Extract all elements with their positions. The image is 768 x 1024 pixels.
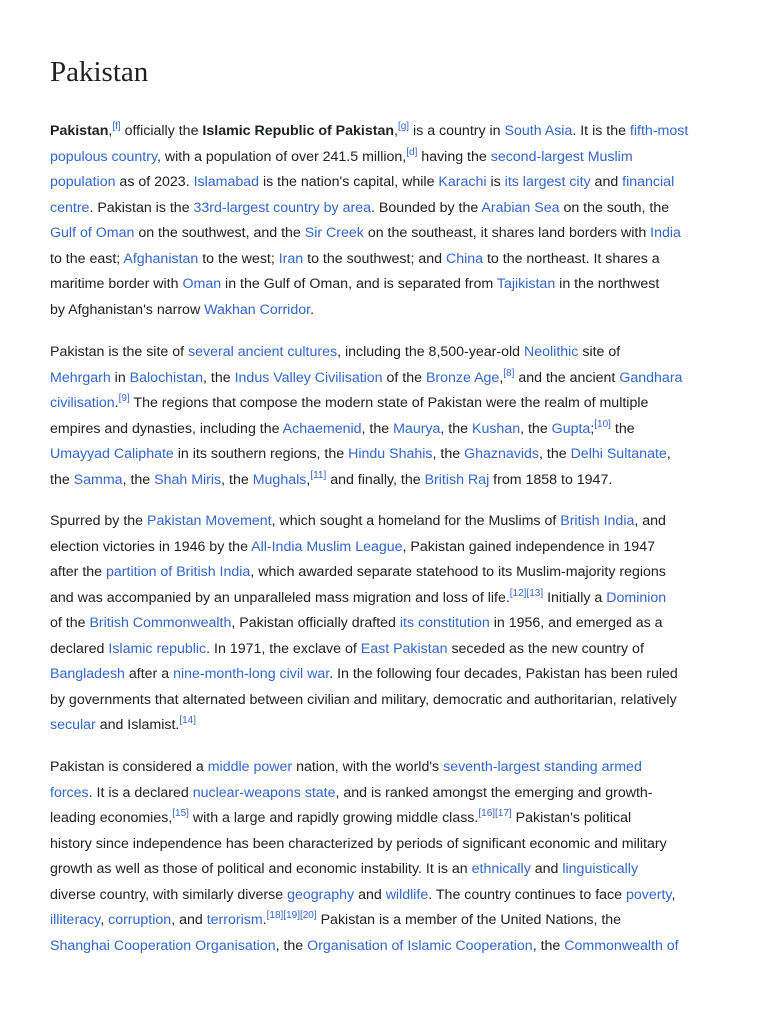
wiki-link[interactable]: populous country — [50, 148, 158, 165]
text-line — [50, 637, 718, 663]
text-run: on the southwest, and the — [134, 225, 305, 241]
text-run: history since independence has been characterized by periods of significant economic and military — [50, 835, 667, 852]
wiki-link[interactable]: Delhi Sultanate — [570, 446, 667, 462]
text-run: , the — [520, 420, 552, 437]
wiki-link[interactable]: Shanghai Cooperation Organisation — [50, 937, 276, 954]
text-line — [50, 442, 718, 468]
text-run: after a — [124, 666, 174, 682]
wiki-link[interactable]: Tajikistan — [496, 276, 556, 292]
wiki-link[interactable]: seventh-largest standing armed — [443, 759, 642, 775]
text-run: , — [671, 886, 676, 903]
wiki-link[interactable]: British India — [560, 513, 635, 529]
text-run: maritime border with — [50, 276, 183, 292]
intro-paragraph-1 — [50, 119, 718, 323]
text-line — [50, 298, 718, 324]
text-run: , the — [440, 420, 472, 437]
text-line — [50, 366, 718, 392]
wiki-link[interactable]: wildlife — [385, 886, 429, 903]
text-line — [50, 857, 718, 883]
wiki-link[interactable]: Achaemenid — [282, 420, 362, 437]
text-line — [50, 781, 718, 807]
text-run: is the nation's capital, while — [259, 174, 439, 190]
text-run: Initially a — [543, 589, 607, 606]
wiki-link[interactable]: Ghaznavids — [464, 446, 539, 462]
citation-link[interactable]: [14] — [179, 715, 197, 726]
text-run: , — [100, 912, 109, 928]
text-line — [50, 391, 718, 417]
text-run: Pakistan is a member of the United Nations, the — [316, 912, 622, 928]
text-line — [50, 468, 718, 494]
text-run: , Pakistan officially drafted — [231, 615, 400, 631]
wiki-link[interactable]: South Asia — [504, 123, 573, 139]
text-line — [50, 883, 718, 909]
text-line — [50, 611, 718, 637]
text-run: , — [108, 123, 113, 139]
citation-link[interactable]: [g] — [397, 121, 410, 132]
text-line — [50, 417, 718, 443]
text-run: , the — [221, 471, 253, 488]
text-line — [50, 806, 718, 832]
text-run: , the — [539, 446, 571, 462]
wiki-link[interactable]: Indus Valley Civilisation — [234, 369, 383, 386]
wiki-link[interactable]: financial — [622, 174, 675, 190]
wiki-link[interactable]: corruption — [108, 912, 172, 928]
wiki-link[interactable]: 33rd-largest country by area — [193, 199, 371, 216]
intro-paragraph-3 — [50, 509, 718, 739]
text-run: the — [610, 420, 635, 437]
text-run: Spurred by the — [50, 513, 148, 529]
text-run: growth as well as those of political and economic instability. It is an — [50, 861, 472, 877]
text-line — [50, 196, 718, 222]
wiki-link[interactable]: second-largest Muslim — [490, 148, 633, 165]
intro-paragraph-4 — [50, 755, 718, 959]
text-run: , the — [275, 937, 308, 954]
text-run: . The country continues to face — [428, 886, 626, 903]
text-line — [50, 832, 718, 858]
citation-link[interactable]: [8] — [503, 367, 515, 379]
wiki-link[interactable]: Sir Creek — [304, 225, 364, 241]
wiki-link[interactable]: Mughals — [252, 471, 307, 488]
text-run: in the northwest — [555, 276, 660, 292]
wiki-link[interactable]: Gupta — [551, 420, 591, 437]
text-run: and — [530, 861, 563, 877]
wiki-link[interactable]: Commonwealth of — [564, 937, 679, 954]
text-line — [50, 755, 718, 781]
text-run: by Afghanistan's narrow — [50, 301, 205, 318]
text-line — [50, 535, 718, 561]
wiki-link[interactable]: nuclear-weapons state — [192, 784, 336, 801]
wiki-link[interactable]: several ancient cultures — [188, 344, 338, 360]
text-run: , and — [634, 513, 666, 529]
text-run: of the — [50, 615, 90, 631]
wiki-link[interactable]: terrorism — [206, 912, 263, 928]
text-run: . — [262, 912, 267, 928]
wiki-link[interactable]: secular — [50, 717, 96, 733]
wiki-link[interactable]: Gandhara — [619, 369, 683, 386]
wiki-link[interactable]: Shah Miris — [154, 471, 222, 488]
text-run: the — [50, 471, 74, 488]
text-run: on the southeast, it shares land borders with — [363, 225, 651, 241]
text-line — [50, 247, 718, 273]
text-run: as of 2023. — [115, 174, 194, 190]
text-run: . Pakistan is the — [89, 199, 194, 216]
wiki-link[interactable]: civilisation — [50, 395, 115, 411]
citation-link[interactable]: [11] — [310, 469, 327, 481]
wiki-link[interactable]: Afghanistan — [123, 250, 199, 267]
bold-term: Pakistan — [50, 123, 109, 139]
wiki-link[interactable]: Kushan — [471, 420, 521, 437]
text-run: from 1858 to 1947. — [489, 471, 613, 488]
text-run: after the — [50, 564, 106, 580]
citation-link[interactable]: [12][13] — [509, 587, 544, 599]
text-run: , and is ranked amongst the emerging and growth- — [335, 784, 653, 801]
text-line — [50, 908, 718, 934]
citation-link[interactable]: [16][17] — [478, 808, 512, 819]
wiki-link[interactable]: fifth-most — [629, 123, 689, 139]
wiki-link[interactable]: Gulf of Oman — [50, 225, 135, 241]
text-run: , with a population of over 241.5 million, — [157, 148, 407, 165]
text-line — [50, 340, 718, 366]
text-run: on the south, the — [559, 199, 670, 216]
wiki-link[interactable]: middle power — [207, 759, 293, 775]
wiki-link[interactable]: Dominion — [606, 589, 667, 606]
text-run: and — [354, 886, 386, 903]
text-line — [50, 688, 718, 714]
text-run: leading economies, — [50, 810, 173, 826]
wiki-link[interactable]: forces — [50, 784, 89, 801]
wiki-link[interactable]: Oman — [182, 276, 222, 292]
wiki-link[interactable]: partition of British India — [106, 564, 251, 580]
citation-link[interactable]: [9] — [118, 393, 130, 404]
text-run: , the — [361, 420, 394, 437]
text-run: site of — [578, 344, 621, 360]
text-run: and was accompanied by an unparalleled mass migration and loss of life. — [50, 589, 510, 606]
intro-paragraph-2 — [50, 340, 718, 493]
text-line — [50, 934, 718, 960]
text-run: Pakistan is the site of — [50, 344, 189, 360]
citation-link[interactable]: [d] — [406, 146, 418, 158]
text-run: , the — [532, 937, 565, 954]
text-run: in the Gulf of Oman, and is separated from — [221, 276, 497, 292]
text-run: officially the — [120, 123, 203, 139]
text-line — [50, 713, 718, 739]
wiki-link[interactable]: ethnically — [471, 861, 531, 877]
text-run: to the northeast. It shares a — [483, 250, 660, 267]
text-run: . It is a declared — [88, 784, 193, 801]
wiki-link[interactable]: Wakhan Corridor — [204, 301, 311, 318]
text-run: . — [114, 395, 119, 411]
wiki-link[interactable]: China — [445, 250, 484, 267]
text-run: , which awarded separate statehood to its Muslim-majority regions — [250, 564, 666, 580]
text-run: is — [486, 174, 505, 190]
text-run: , which sought a homeland for the Muslims of — [271, 513, 561, 529]
wiki-link[interactable]: All-India Muslim League — [251, 538, 403, 555]
citation-link[interactable]: [15] — [172, 808, 189, 819]
text-run: , — [394, 123, 398, 139]
wiki-link[interactable]: Umayyad Caliphate — [50, 446, 174, 462]
text-line — [50, 509, 718, 535]
text-run: , the — [432, 446, 465, 462]
text-line — [50, 221, 718, 247]
wiki-link[interactable]: linguistically — [562, 861, 639, 877]
wiki-link[interactable]: British Commonwealth — [89, 615, 232, 631]
text-run: Pakistan is considered a — [50, 759, 208, 775]
text-run: in 1956, and emerged as a — [489, 615, 663, 631]
text-run: seceded as the new country of — [447, 640, 644, 657]
text-run: of the — [382, 369, 426, 386]
wiki-link[interactable]: Islamabad — [193, 174, 260, 190]
text-line — [50, 170, 718, 196]
wiki-link[interactable]: Karachi — [438, 174, 487, 190]
text-run: to the southwest; and — [303, 250, 446, 267]
text-run: having the — [417, 148, 491, 165]
page-title: Pakistan — [50, 56, 149, 88]
text-run: is a country in — [409, 123, 505, 139]
wiki-link[interactable]: geography — [287, 886, 355, 903]
wiki-link[interactable]: Mehrgarh — [50, 369, 111, 386]
text-run: , — [666, 446, 671, 462]
text-run: , — [306, 471, 311, 488]
text-run: empires and dynasties, including the — [50, 420, 283, 437]
wiki-link[interactable]: Iran — [278, 250, 304, 267]
text-run: , including the 8,500-year-old — [337, 344, 524, 360]
text-line — [50, 560, 718, 586]
text-run: nation, with the world's — [292, 759, 444, 775]
text-run: . — [310, 301, 315, 318]
wiki-link[interactable]: Bronze Age — [425, 369, 500, 386]
text-run: by governments that alternated between civilian and military, democratic and authoritarian, relatively — [50, 691, 677, 708]
text-line — [50, 145, 718, 171]
text-run: , the — [122, 471, 155, 488]
wiki-link[interactable]: Maurya — [393, 420, 441, 437]
text-run: . In the following four decades, Pakistan has been ruled — [329, 666, 678, 682]
wiki-link[interactable]: illiteracy — [50, 912, 101, 928]
text-line — [50, 119, 718, 145]
wiki-link[interactable]: population — [50, 174, 116, 190]
text-run: ; — [590, 420, 595, 437]
text-run: to the east; — [50, 250, 124, 267]
wiki-link[interactable]: its constitution — [399, 615, 490, 631]
citation-link[interactable]: [10] — [594, 418, 611, 430]
bold-term: Islamic Republic of Pakistan — [202, 123, 395, 139]
text-run: and Islamist. — [95, 717, 180, 733]
wiki-link[interactable]: Arabian Sea — [481, 199, 560, 216]
text-line — [50, 586, 718, 612]
wiki-link[interactable]: poverty — [625, 886, 672, 903]
text-run: . In 1971, the exclave of — [206, 640, 361, 657]
wiki-link[interactable]: nine-month-long civil war — [173, 666, 330, 682]
citation-link[interactable]: [f] — [112, 121, 121, 132]
text-run: in — [110, 369, 130, 386]
wiki-link[interactable]: Pakistan Movement — [147, 513, 272, 529]
text-run: and — [590, 174, 623, 190]
wiki-link[interactable]: East Pakistan — [360, 640, 448, 657]
text-run: and the ancient — [514, 369, 620, 386]
text-run: Pakistan's political — [511, 810, 632, 826]
citation-link[interactable]: [18][19][20] — [266, 910, 317, 921]
wiki-link[interactable]: Bangladesh — [50, 666, 125, 682]
wiki-link[interactable]: its largest city — [504, 174, 591, 190]
wiki-link[interactable]: Islamic republic — [108, 640, 207, 657]
text-run: with a large and rapidly growing middle class. — [188, 810, 479, 826]
text-run: and finally, the — [326, 471, 425, 488]
text-run: , Pakistan gained independence in 1947 — [402, 538, 655, 555]
text-run: . Bounded by the — [370, 199, 482, 216]
text-run: The regions that compose the modern state of Pakistan were the realm of multiple — [129, 395, 649, 411]
wiki-link[interactable]: Samma — [73, 471, 123, 488]
text-line — [50, 272, 718, 298]
wiki-link[interactable]: India — [650, 225, 681, 241]
text-run: in its southern regions, the — [173, 446, 349, 462]
text-run: . It is the — [572, 123, 630, 139]
text-run: , the — [203, 369, 235, 386]
wiki-link[interactable]: Neolithic — [523, 344, 579, 360]
text-line — [50, 662, 718, 688]
text-run: to the west; — [198, 250, 279, 267]
text-run: diverse country, with similarly diverse — [50, 886, 288, 903]
wiki-link[interactable]: Hindu Shahis — [348, 446, 433, 462]
wiki-link[interactable]: British Raj — [424, 471, 490, 488]
wiki-link[interactable]: Balochistan — [129, 369, 204, 386]
text-run: , and — [171, 912, 207, 928]
text-run: , — [499, 369, 504, 386]
wiki-link[interactable]: Organisation of Islamic Cooperation — [307, 937, 533, 954]
wiki-link[interactable]: centre — [50, 199, 90, 216]
text-run: election victories in 1946 by the — [50, 538, 252, 555]
text-run: declared — [50, 640, 109, 657]
